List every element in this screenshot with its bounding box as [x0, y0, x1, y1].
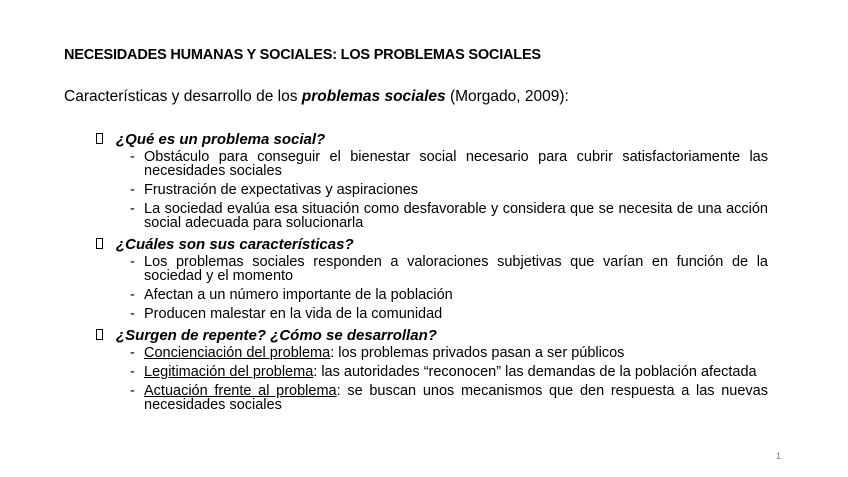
dash-marker: - — [130, 287, 135, 303]
intro-before: Características y desarrollo de los — [64, 88, 302, 105]
square-bullet-icon — [96, 329, 103, 340]
question-3 — [96, 326, 768, 345]
question-1-text: ¿Qué es un problema social? — [116, 131, 326, 148]
dash-marker: - — [130, 306, 135, 322]
list-item-term: Concienciación del problema — [144, 345, 331, 361]
list-item — [96, 183, 768, 197]
list-item-term: Actuación frente al problema — [144, 383, 337, 399]
list-item-text: Obstáculo para conseguir el bienestar social necesario para cubrir satisfactoriamente las necesidades sociales — [144, 149, 768, 179]
dash-marker: - — [130, 182, 135, 198]
dash-marker: - — [130, 364, 135, 380]
list-item-text: : los problemas privados pasan a ser públicos — [330, 345, 625, 361]
slide-title: NECESIDADES HUMANAS Y SOCIALES: LOS PROBLEMAS SOCIALES — [64, 47, 541, 63]
list-item-text: Producen malestar en la vida de la comunidad — [144, 306, 443, 322]
list-item — [96, 365, 768, 379]
list-item-text: La sociedad evalúa esa situación como desfavorable y considera que se necesita de una acción social adecuada para solucionarla — [144, 201, 768, 231]
dash-marker: - — [130, 254, 135, 270]
list-item — [96, 150, 768, 178]
square-bullet-icon — [96, 133, 103, 144]
dash-marker: - — [130, 149, 135, 165]
dash-marker: - — [130, 345, 135, 361]
list-item — [96, 346, 768, 360]
list-item-term: Legitimación del problema — [144, 364, 314, 380]
question-2 — [96, 235, 768, 254]
dash-marker: - — [130, 383, 135, 399]
list-item-text: Frustración de expectativas y aspiraciones — [144, 182, 419, 198]
question-2-text: ¿Cuáles son sus características? — [116, 236, 354, 253]
list-item-text: : se buscan unos mecanismos que den respuesta a las nuevas necesidades sociales — [144, 383, 768, 413]
content — [96, 130, 768, 417]
list-item — [96, 255, 768, 283]
list-item-text: Afectan a un número importante de la población — [144, 287, 453, 303]
intro-emphasis: problemas sociales — [301, 88, 446, 105]
list-item — [96, 384, 768, 412]
intro-after: (Morgado, 2009): — [445, 88, 569, 105]
list-item — [96, 307, 768, 321]
list-item-text: : las autoridades “reconocen” las demandas de la población afectada — [313, 364, 757, 380]
dash-marker: - — [130, 201, 135, 217]
list-item-text: Los problemas sociales responden a valoraciones subjetivas que varían en función de la sociedad y el momento — [144, 254, 768, 284]
question-3-text: ¿Surgen de repente? ¿Cómo se desarrollan? — [116, 327, 437, 344]
square-bullet-icon — [96, 238, 103, 249]
intro-line — [64, 88, 569, 106]
list-item — [96, 202, 768, 230]
page-number: 1 — [776, 451, 782, 461]
list-item — [96, 288, 768, 302]
question-1 — [96, 130, 768, 149]
